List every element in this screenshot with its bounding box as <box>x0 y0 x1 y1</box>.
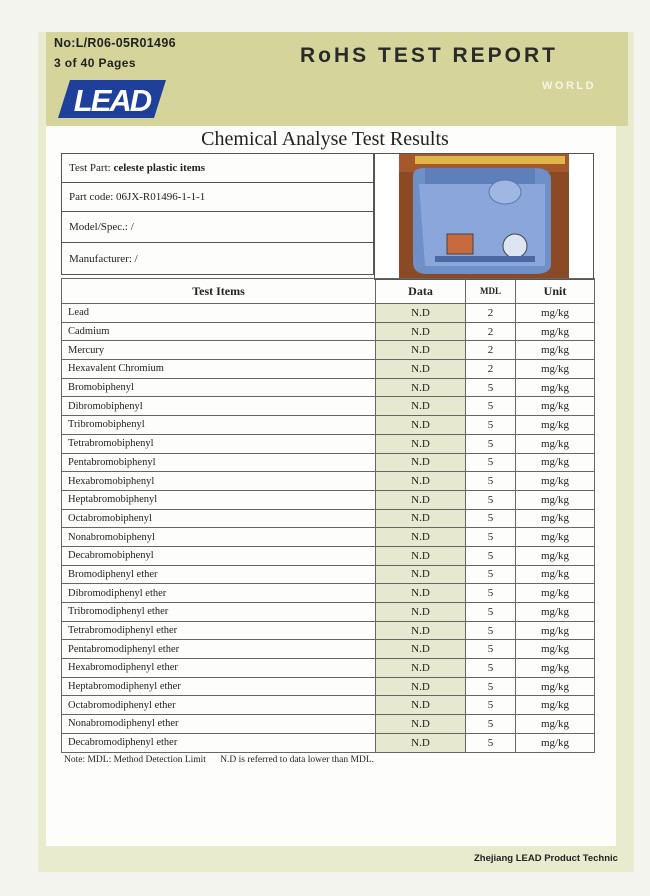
mdl-cell: 2 <box>466 322 516 341</box>
unit-cell: mg/kg <box>516 416 595 435</box>
manufacturer-cell: Manufacturer: / <box>62 243 374 275</box>
mdl-cell: 2 <box>466 341 516 360</box>
unit-cell: mg/kg <box>516 304 595 323</box>
data-cell: N.D <box>376 565 466 584</box>
unit-cell: mg/kg <box>516 434 595 453</box>
table-row <box>62 640 595 659</box>
data-cell: N.D <box>376 696 466 715</box>
sample-photo-image <box>375 154 593 279</box>
mdl-cell: 5 <box>466 677 516 696</box>
mdl-cell: 2 <box>466 360 516 379</box>
test-item-cell: Tetrabromobiphenyl <box>62 434 376 453</box>
data-cell: N.D <box>376 677 466 696</box>
test-item-cell: Tribromobiphenyl <box>62 416 376 435</box>
table-row <box>62 584 595 603</box>
table-row <box>62 696 595 715</box>
results-header-row <box>62 279 595 304</box>
table-row <box>62 677 595 696</box>
header-unit: Unit <box>516 279 595 304</box>
mdl-cell: 5 <box>466 472 516 491</box>
test-item-cell: Nonabromobiphenyl <box>62 528 376 547</box>
table-note: Note: MDL: Method Detection Limit N.D is referred to data lower than MDL. <box>64 755 374 765</box>
data-cell: N.D <box>376 509 466 528</box>
test-item-cell: Bromobiphenyl <box>62 378 376 397</box>
unit-cell: mg/kg <box>516 528 595 547</box>
table-row <box>62 733 595 752</box>
unit-cell: mg/kg <box>516 640 595 659</box>
unit-cell: mg/kg <box>516 322 595 341</box>
unit-cell: mg/kg <box>516 360 595 379</box>
unit-cell: mg/kg <box>516 546 595 565</box>
world-label: WORLD <box>542 80 597 92</box>
model-spec-cell: Model/Spec.: / <box>62 212 374 243</box>
unit-cell: mg/kg <box>516 565 595 584</box>
report-title: RoHS TEST REPORT <box>300 44 559 67</box>
data-cell: N.D <box>376 453 466 472</box>
unit-cell: mg/kg <box>516 677 595 696</box>
test-item-cell: Tetrabromodiphenyl ether <box>62 621 376 640</box>
sample-info-table <box>61 153 374 275</box>
unit-cell: mg/kg <box>516 715 595 734</box>
results-table <box>61 278 595 753</box>
test-item-cell: Decabromodiphenyl ether <box>62 733 376 752</box>
data-cell: N.D <box>376 434 466 453</box>
test-item-cell: Mercury <box>62 341 376 360</box>
table-row <box>62 397 595 416</box>
mdl-cell: 5 <box>466 546 516 565</box>
table-row <box>62 322 595 341</box>
test-item-cell: Dibromodiphenyl ether <box>62 584 376 603</box>
sample-photo <box>374 153 594 280</box>
data-cell: N.D <box>376 472 466 491</box>
page-count: 3 of 40 Pages <box>54 56 136 70</box>
unit-cell: mg/kg <box>516 378 595 397</box>
data-cell: N.D <box>376 416 466 435</box>
data-cell: N.D <box>376 360 466 379</box>
svg-text:LEAD: LEAD <box>73 83 151 118</box>
data-cell: N.D <box>376 528 466 547</box>
data-cell: N.D <box>376 490 466 509</box>
test-item-cell: Nonabromodiphenyl ether <box>62 715 376 734</box>
data-cell: N.D <box>376 341 466 360</box>
test-part-value: celeste plastic items <box>113 162 206 174</box>
unit-cell: mg/kg <box>516 659 595 678</box>
table-row <box>62 341 595 360</box>
table-row <box>62 621 595 640</box>
mdl-cell: 5 <box>466 640 516 659</box>
unit-cell: mg/kg <box>516 490 595 509</box>
data-cell: N.D <box>376 304 466 323</box>
unit-cell: mg/kg <box>516 472 595 491</box>
test-item-cell: Bromodiphenyl ether <box>62 565 376 584</box>
mdl-cell: 5 <box>466 659 516 678</box>
test-item-cell: Tribromodiphenyl ether <box>62 603 376 622</box>
table-row <box>62 528 595 547</box>
test-item-cell: Hexabromodiphenyl ether <box>62 659 376 678</box>
unit-cell: mg/kg <box>516 584 595 603</box>
test-item-cell: Dibromobiphenyl <box>62 397 376 416</box>
mdl-cell: 5 <box>466 453 516 472</box>
test-item-cell: Hexavalent Chromium <box>62 360 376 379</box>
test-item-cell: Octabromodiphenyl ether <box>62 696 376 715</box>
table-row <box>62 715 595 734</box>
mdl-cell: 5 <box>466 397 516 416</box>
unit-cell: mg/kg <box>516 453 595 472</box>
data-cell: N.D <box>376 621 466 640</box>
table-row <box>62 659 595 678</box>
data-cell: N.D <box>376 546 466 565</box>
table-row <box>62 603 595 622</box>
table-row <box>62 546 595 565</box>
data-cell: N.D <box>376 715 466 734</box>
test-item-cell: Lead <box>62 304 376 323</box>
test-item-cell: Pentabromodiphenyl ether <box>62 640 376 659</box>
data-cell: N.D <box>376 378 466 397</box>
mdl-cell: 5 <box>466 509 516 528</box>
test-item-cell: Decabromobiphenyl <box>62 546 376 565</box>
data-cell: N.D <box>376 640 466 659</box>
mdl-cell: 5 <box>466 434 516 453</box>
unit-cell: mg/kg <box>516 341 595 360</box>
table-row <box>62 434 595 453</box>
mdl-cell: 5 <box>466 603 516 622</box>
table-row <box>62 378 595 397</box>
unit-cell: mg/kg <box>516 603 595 622</box>
test-part-cell: Test Part: celeste plastic items <box>62 154 374 183</box>
page-title: Chemical Analyse Test Results <box>201 128 449 150</box>
unit-cell: mg/kg <box>516 397 595 416</box>
test-item-cell: Heptabromodiphenyl ether <box>62 677 376 696</box>
data-cell: N.D <box>376 603 466 622</box>
header-test-items: Test Items <box>62 279 376 304</box>
table-row <box>62 472 595 491</box>
footer-company: Zhejiang LEAD Product Technic <box>474 853 618 864</box>
mdl-cell: 5 <box>466 733 516 752</box>
unit-cell: mg/kg <box>516 509 595 528</box>
table-row <box>62 490 595 509</box>
test-item-cell: Hexabromobiphenyl <box>62 472 376 491</box>
header-data: Data <box>376 279 466 304</box>
mdl-cell: 5 <box>466 528 516 547</box>
mdl-cell: 5 <box>466 565 516 584</box>
data-cell: N.D <box>376 322 466 341</box>
table-row <box>62 565 595 584</box>
test-item-cell: Heptabromobiphenyl <box>62 490 376 509</box>
mdl-cell: 5 <box>466 715 516 734</box>
data-cell: N.D <box>376 733 466 752</box>
unit-cell: mg/kg <box>516 733 595 752</box>
mdl-cell: 5 <box>466 378 516 397</box>
table-row <box>62 304 595 323</box>
mdl-cell: 5 <box>466 490 516 509</box>
unit-cell: mg/kg <box>516 696 595 715</box>
unit-cell: mg/kg <box>516 621 595 640</box>
mdl-cell: 5 <box>466 696 516 715</box>
table-row <box>62 360 595 379</box>
lead-logo <box>56 78 168 120</box>
mdl-cell: 5 <box>466 416 516 435</box>
data-cell: N.D <box>376 659 466 678</box>
header-mdl: MDL <box>466 279 516 304</box>
data-cell: N.D <box>376 584 466 603</box>
mdl-cell: 5 <box>466 621 516 640</box>
test-item-cell: Octabromobiphenyl <box>62 509 376 528</box>
mdl-cell: 2 <box>466 304 516 323</box>
data-cell: N.D <box>376 397 466 416</box>
test-item-cell: Cadmium <box>62 322 376 341</box>
table-row <box>62 453 595 472</box>
table-row <box>62 509 595 528</box>
test-item-cell: Pentabromobiphenyl <box>62 453 376 472</box>
part-code-cell: Part code: 06JX-R01496-1-1-1 <box>62 183 374 212</box>
document-number: No:L/R06-05R01496 <box>54 36 176 50</box>
mdl-cell: 5 <box>466 584 516 603</box>
table-row <box>62 416 595 435</box>
